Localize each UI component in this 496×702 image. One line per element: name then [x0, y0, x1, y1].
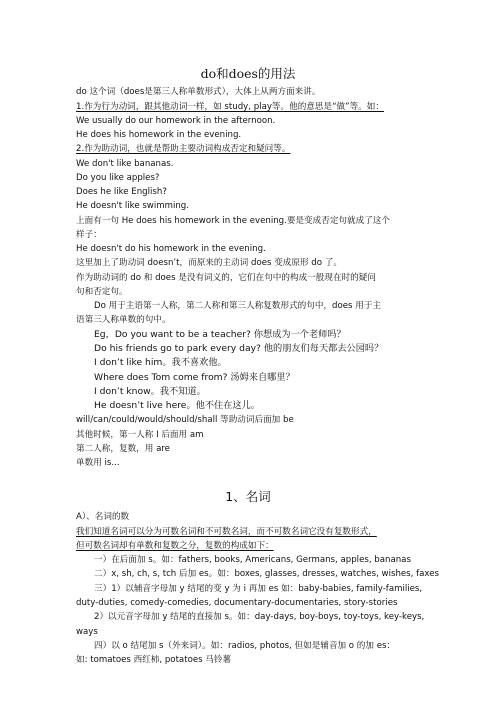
example-line: He doesn’t live here。他不住在这儿。 [94, 400, 260, 411]
paragraph-line: 上面有一句 He does his homework in the evening.要是变成否定句就成了这个 [76, 216, 390, 226]
example-line: He doesn't like swimming. [76, 201, 189, 211]
section-title: 1、名词 [225, 489, 271, 504]
paragraph-line: 语第三人称单数的句中。 [76, 315, 171, 325]
rule-line: 一）在后面加 s。如：fathers, books, Americans, Germans, apples, bananas [94, 555, 411, 565]
rule-line: 如: tomatoes 西红柿, potatoes 马铃薯 [76, 655, 232, 665]
rule-line: 四）以 o 结尾加 s（外来词）。如：radios, photos, 但如是辅音加 o 的加 es： [94, 641, 396, 651]
rule-line: 2）以元音字母加 y 结尾的直接加 s。如：day-days, boy-boys, toy-toys, key-keys, [94, 612, 425, 622]
subsection-heading: A）、名词的数 [76, 512, 130, 522]
example-line: Do you like apples? [76, 173, 160, 183]
paragraph-line: 我们知道名词可以分为可数名词和不可数名词，而不可数名词它没有复数形式， [76, 527, 377, 537]
paragraph-line: 单数用 is... [76, 458, 120, 468]
intro-line: do 这个词（does是第三人称单数形式），大体上从两方面来讲。 [76, 87, 321, 97]
paragraph-line: Do 用于主语第一人称，第二人称和第三人称复数形式的句中，does 用于主 [94, 301, 382, 311]
paragraph-line: 作为助动词的 do 和 does 是没有词义的，它们在句中的构成一般现在时的疑问 [76, 273, 376, 283]
rule-line: 三）1）以辅音字母加 y 结尾的变 y 为 i 再加 es 如：baby-babies, family-families, [94, 584, 423, 594]
paragraph-line: will/can/could/would/should/shall 等助动词后面加 be [76, 415, 294, 425]
example-line: Does he like English? [76, 187, 167, 197]
example-line: We usually do our homework in the afternoon. [76, 116, 276, 126]
document-title: do和does的用法 [200, 66, 296, 81]
paragraph-line: 这里加上了助动词 doesn’t，而原来的主动词 does 变成原形 do 了。 [76, 258, 342, 268]
rule-line: ways [76, 627, 98, 637]
paragraph-line: 但可数名词却有单数和复数之分，复数的构成如下： [76, 541, 274, 551]
example-line: He doesn't do his homework in the evening. [76, 244, 266, 254]
paragraph-line: 样子： [76, 230, 102, 240]
rule-line: 二）x, sh, ch, s, tch 后加 es。如：boxes, glasses, dresses, watches, wishes, faxes [94, 569, 440, 579]
example-line: I don’t like him。我不喜欢他。 [94, 357, 227, 368]
usage-1-line: 1.作为行为动词，跟其他动词一样，如 study, play等。他的意思是“做”等。如： [76, 102, 384, 112]
paragraph-line: 其他时候，第一人称 I 后面用 am [76, 430, 204, 440]
usage-2-line: 2.作为助动词，也就是帮助主要动词构成否定和疑问等。 [76, 144, 291, 154]
rule-line: duty-duties, comedy-comedies, documentary-documentaries, story-stories [76, 598, 398, 608]
example-line: Where does Tom come from? 汤姆来自哪里？ [94, 372, 295, 383]
paragraph-line: 句和否定句。 [76, 287, 128, 297]
example-line: I don’t know。我不知道。 [94, 386, 206, 397]
example-line: Eg，Do you want to be a teacher? 你想成为一个老师吗？ [94, 329, 346, 340]
example-line: Do his friends go to park every day? 他的朋友们每天都去公园吗？ [94, 343, 384, 354]
example-line: We don't like bananas. [76, 159, 174, 169]
example-line: He does his homework in the evening. [76, 130, 242, 140]
paragraph-line: 第二人称，复数，用 are [76, 444, 170, 454]
